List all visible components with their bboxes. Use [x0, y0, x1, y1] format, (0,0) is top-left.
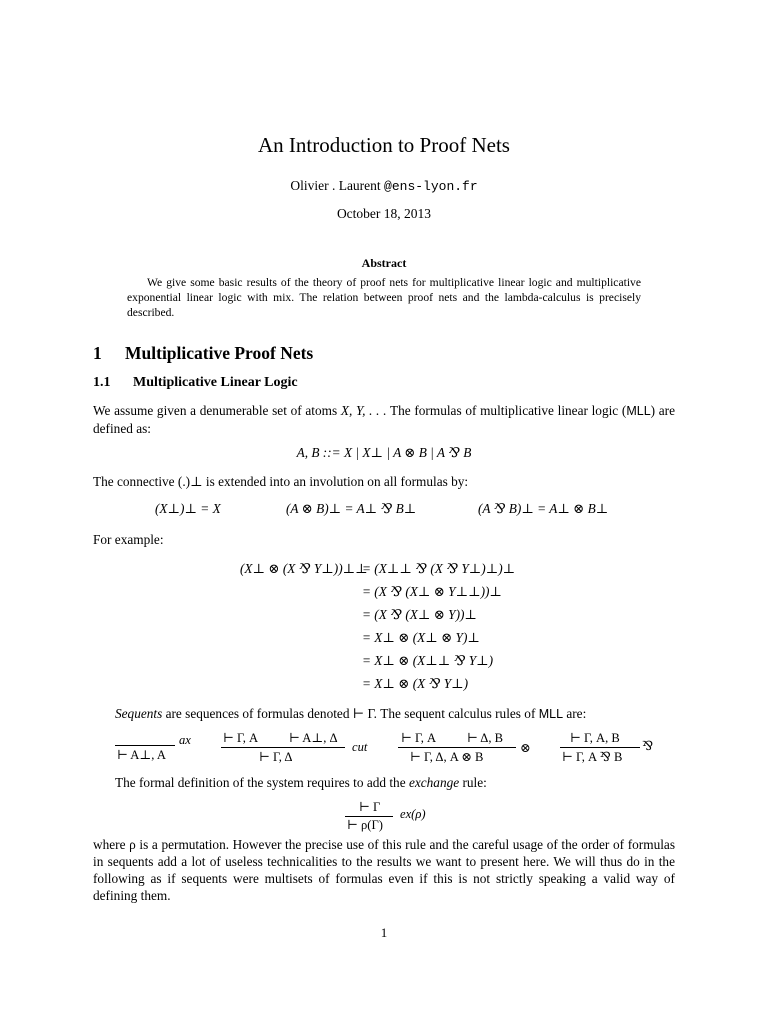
example-step-5: = X⊥ ⊗ (X⊥⊥ ⅋ Y⊥): [362, 653, 494, 668]
subsection-number: 1.1: [93, 375, 111, 390]
abstract-text: [127, 275, 641, 320]
paragraph-permutation: where ρ is a permutation. However the precise use of this rule and the careful usage of the order of formulas in sequents add a lot of useless technicalities to the results we want to present here. We will thus do in the following as if sequents were multisets of formulas even if this is not strictly speaking a valid way of defining them.: [93, 837, 675, 903]
abstract-body: We give some basic results of the theory of proof nets for multiplicative linear logic and multiplicative exponential linear logic with mix. The relation between proof nets and the lambda-calculus is precisely described.: [127, 276, 641, 319]
rule-tensor-label: ⊗: [520, 741, 531, 755]
paper-title: An Introduction to Proof Nets: [258, 133, 510, 157]
p1-atoms: X, Y, . . .: [340, 403, 387, 418]
rule-ax-conclusion: ⊢ A⊥, A: [117, 748, 166, 762]
rule-par-premise: ⊢ Γ, A, B: [570, 731, 620, 745]
section-title: Multiplicative Proof Nets: [125, 343, 314, 363]
example-lhs: (X⊥ ⊗ (X ⅋ Y⊥))⊥⊥: [240, 561, 368, 576]
example-step-3: = (X ⅋ (X⊥ ⊗ Y))⊥: [362, 607, 477, 622]
rule-ex-conclusion: ⊢ ρ(Γ): [347, 818, 383, 832]
involution-eq-3: (A ⅋ B)⊥ = A⊥ ⊗ B⊥: [478, 501, 609, 516]
p1-text-a: We assume given a denumerable set of atoms: [93, 403, 341, 418]
p1-text-c: ) are defined as:: [93, 403, 676, 436]
abstract-heading: Abstract: [361, 256, 407, 270]
p5-text-b: rule:: [459, 775, 487, 790]
rule-ex-premise: ⊢ Γ: [359, 800, 381, 814]
rule-cut-conclusion: ⊢ Γ, Δ: [259, 750, 293, 764]
example-step-6: = X⊥ ⊗ (X ⅋ Y⊥): [362, 676, 469, 691]
page-number: 1: [380, 925, 388, 940]
p4-mll: MLL: [538, 707, 564, 721]
formula-grammar: A, B ::= X | X⊥ | A ⊗ B | A ⅋ B: [296, 445, 472, 460]
example-step-1: = (X⊥⊥ ⅋ (X ⅋ Y⊥)⊥)⊥: [362, 561, 516, 576]
involution-eq-1: (X⊥)⊥ = X: [155, 501, 221, 516]
rule-cut-premise-2: ⊢ A⊥, Δ: [289, 731, 338, 745]
author-name: Olivier . Laurent: [290, 178, 381, 193]
subsection-title: Multiplicative Linear Logic: [133, 375, 298, 390]
p5-exchange: exchange: [408, 775, 460, 790]
section-number: 1: [93, 343, 102, 363]
rule-ax-label: ax: [179, 733, 191, 747]
rule-ex-label: ex(ρ): [400, 807, 426, 821]
rule-tensor-premise-2: ⊢ Δ, B: [467, 731, 504, 745]
rule-tensor-premise-1: ⊢ Γ, A: [401, 731, 437, 745]
rule-tensor-conclusion: ⊢ Γ, Δ, A ⊗ B: [410, 750, 484, 764]
example-step-4: = X⊥ ⊗ (X⊥ ⊗ Y)⊥: [362, 630, 480, 645]
paper-date: October 18, 2013: [336, 206, 432, 221]
paragraph-atoms: [93, 402, 675, 437]
rule-par-conclusion: ⊢ Γ, A ⅋ B: [562, 750, 623, 764]
example-step-2: = (X ⅋ (X⊥ ⊗ Y⊥⊥))⊥: [362, 584, 502, 599]
rule-par: [560, 732, 670, 772]
subsection-heading: [93, 375, 298, 391]
author-email: @ens-lyon.fr: [384, 179, 478, 194]
paragraph-involution: The connective (.)⊥ is extended into an involution on all formulas by:: [93, 474, 469, 489]
p4-text-a: are sequences of formulas denoted ⊢ Γ. The sequent calculus rules of: [162, 706, 539, 721]
p4-text-b: are:: [563, 706, 587, 721]
rule-cut: [219, 732, 389, 772]
rule-cut-premise-1: ⊢ Γ, A: [223, 731, 259, 745]
p1-mll: MLL: [626, 404, 651, 418]
rule-ax: [113, 732, 223, 772]
rule-tensor: [396, 732, 546, 772]
p5-text-a: The formal definition of the system requires to add the: [115, 775, 409, 790]
paragraph-example: For example:: [93, 532, 164, 547]
author-line: [0, 178, 768, 194]
p1-text-b: The formulas of multiplicative linear logic (: [386, 403, 627, 418]
rule-cut-label: cut: [352, 740, 368, 754]
rule-par-label: ⅋: [642, 739, 654, 753]
section-heading: [93, 343, 313, 364]
involution-eq-2: (A ⊗ B)⊥ = A⊥ ⅋ B⊥: [286, 501, 417, 516]
paragraph-exchange: [93, 774, 675, 791]
p4-sequents: Sequents: [115, 706, 163, 721]
paragraph-sequents: [93, 705, 675, 723]
rule-exchange: [345, 799, 445, 839]
